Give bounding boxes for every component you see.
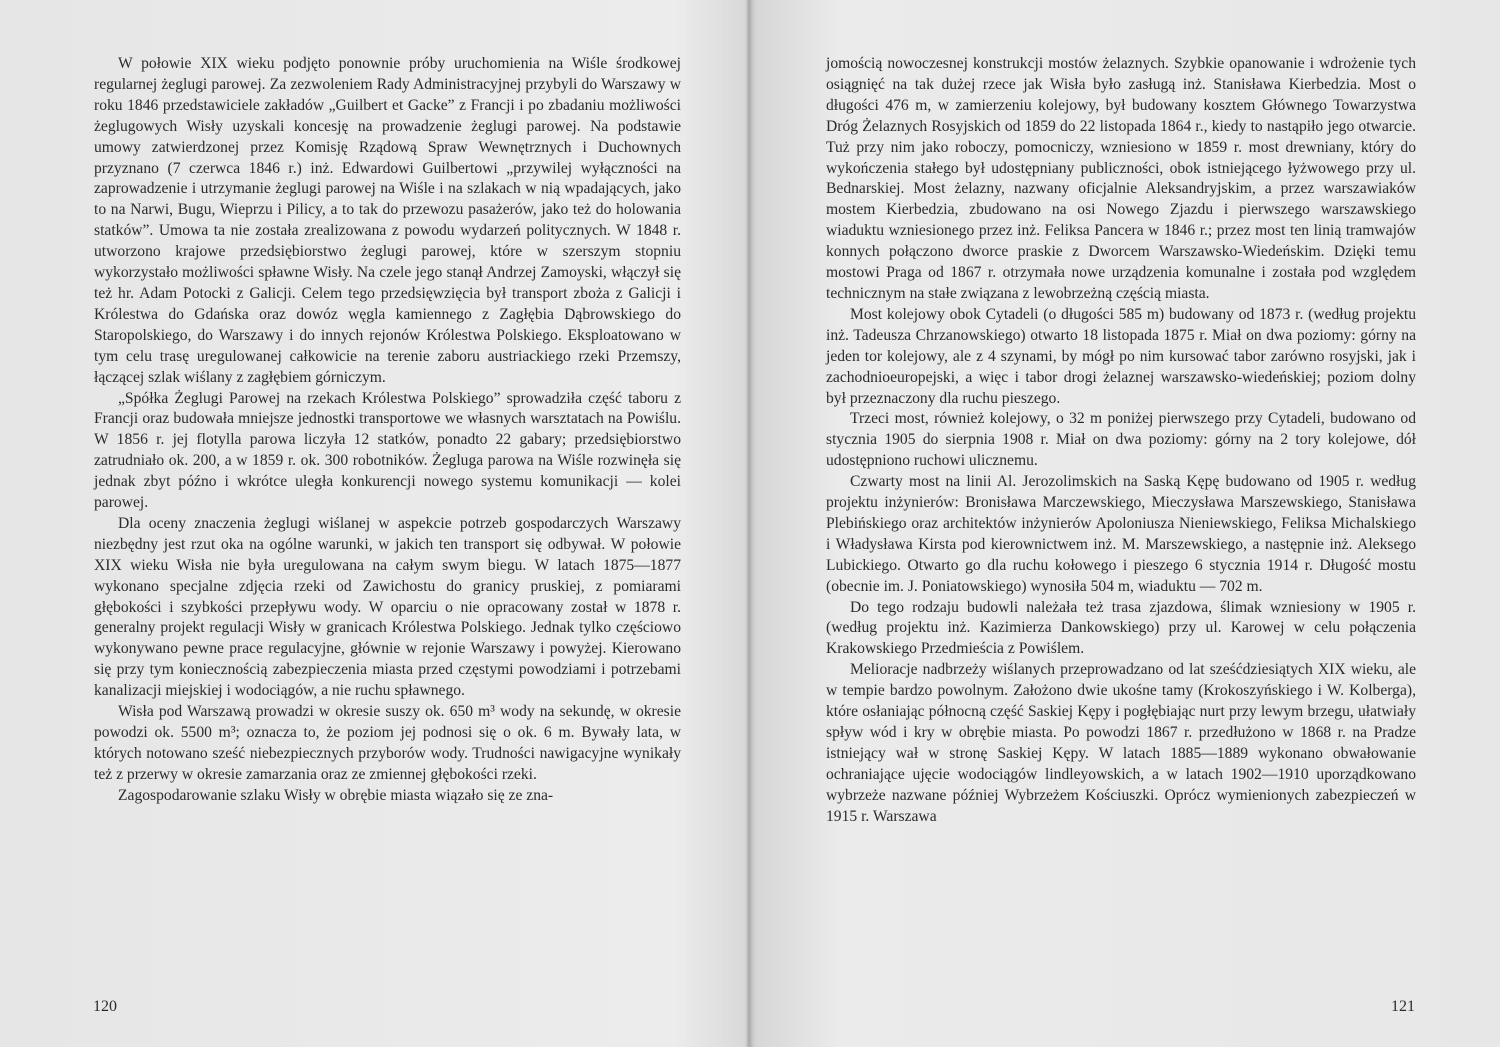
right-paragraph-1: Most kolejowy obok Cytadeli (o długości 585 m) budowany od 1873 r. (według projektu inż. Tadeusza Chrzanowskiego) otwarto 18 listopada 1875 r. Miał on dwa poziomy: górny na jeden tor kolejowy, ale z 4 szynami, by mógł po nim kursować tabor zarówno rosyjski, jak i zachodnioeuropejski, a więc i tabor drogi żelaznej warszawsko-wiedeńskiej; poziom dolny był przeznaczony dla ruchu pieszego.	[826, 305, 1416, 407]
right-paragraph-2: Trzeci most, również kolejowy, o 32 m poniżej pierwszego przy Cytadeli, budowano od stycznia 1905 do sierpnia 1908 r. Miał on dwa poziomy: górny na 2 tory kolejowe, dół udostępniono ruchowi ulicznemu.	[826, 410, 1416, 470]
left-paragraph-3: Dla oceny znaczenia żeglugi wiślanej w aspekcie potrzeb gospodarczych Warszawy niezbędny jest rzut oka na ogólne warunki, w jakich ten transport się odbywał. W połowie XIX wieku Wisła nie była uregulowana na całym swym biegu. W latach 1875—1877 wykonano specjalne zdjęcia rzeki od Zawichostu do granicy pruskiej, z pomiarami głębokości i szybkości przepływu wody. W oparciu o nie opracowany został w 1878 r. generalny projekt regulacji Wisły w granicach Królestwa Polskiego. Jednak tylko częściowo wykonywano pewne prace regulacyjne, głównie w rejonie Warszawy i powyżej. Kierowano się przy tym koniecznością zabezpieczenia miasta przed częstymi powodziami i potrzebami kanalizacji miejskiej i wodociągów, a nie ruchu spławnego.	[94, 514, 681, 700]
left-page-text	[94, 54, 681, 807]
right-paragraph-3: Czwarty most na linii Al. Jerozolimskich na Saską Kępę budowano od 1905 r. według projektu inżynierów: Bronisława Marczewskiego, Mieczysława Marszewskiego, Stanisława Plebińskiego oraz architektów inżynierów Apoloniusza Nieniewskiego, Feliksa Michalskiego i Władysława Kirsta pod kierownictwem inż. M. Marszewskiego, a następnie inż. Aleksego Lubickiego. Otwarto go dla ruchu kołowego i pieszego 6 stycznia 1914 r. Długość mostu (obecnie im. J. Poniatowskiego) wynosiła 504 m, wiaduktu — 702 m.	[826, 473, 1416, 595]
right-page-text	[826, 54, 1416, 828]
right-paragraph-4: Do tego rodzaju budowli należała też trasa zjazdowa, ślimak wzniesiony w 1905 r. (według projektu inż. Kazimierza Dankowskiego) przy ul. Karowej w celu połączenia Krakowskiego Przedmieścia z Powiślem.	[826, 598, 1416, 658]
left-paragraph-1: W połowie XIX wieku podjęto ponownie próby uruchomienia na Wiśle środkowej regularnej żeglugi parowej. Za zezwoleniem Rady Administracyjnej przybyli do Warszawy w roku 1846 przedstawiciele zakładów „Guilbert et Gacke” z Francji i po zbadaniu możliwości żeglugowych Wisły uzyskali koncesję na prowadzenie żeglugi parowej. Na podstawie umowy zatwierdzonej przez Komisję Rządową Spraw Wewnętrznych i Duchownych przyznano (7 czerwca 1846 r.) inż. Edwardowi Guilbertowi „przywilej wyłączności na zaprowadzenie i utrzymanie żeglugi parowej na Wiśle i na szlakach w nią wpadających, jako to na Narwi, Bugu, Wieprzu i Pilicy, a to tak do przewozu pasażerów, jako też do holowania statków”. Umowa ta nie została zrealizowana z powodu wydarzeń politycznych. W 1848 r. utworzono krajowe przedsiębiorstwo żeglugi parowej, które w szerszym stopniu wykorzystało możliwości spławne Wisły. Na czele jego stanął Andrzej Zamoyski, włączył się też hr. Adam Potocki z Galicji. Celem tego przedsięwzięcia był transport zboża z Galicji i Królestwa do Gdańska oraz dowóz węgla kamiennego z Zagłębia Dąbrowskiego do Staropolskiego, do Warszawy i do innych rejonów Królestwa Polskiego. Eksploatowano w tym celu trasę uregulowanej całkowicie na terenie zaboru austriackiego rzeki Przemszy, łączącej szlak wiślany z zagłębiem górniczym.	[94, 55, 681, 386]
right-paragraph-5: Melioracje nadbrzeży wiślanych przeprowadzano od lat sześćdziesiątych XIX wieku, ale w tempie bardzo powolnym. Założono dwie ukośne tamy (Krokoszyńskiego i W. Kolberga), które osłaniając północną część Saskiej Kępy i pogłębiając nurt przy lewym brzegu, ułatwiały spływ wód i kry w obrębie miasta. Po powodzi 1867 r. przedłużono w 1868 r. na Pradze istniejący wał w stronę Saskiej Kępy. W latach 1885—1889 wykonano obwałowanie ochraniające ujęcie wodociągów lindleyowskich, a w latach 1902—1910 uporządkowano wybrzeże nazwane później Wybrzeżem Kościuszki. Oprócz wymienionych zabezpieczeń w 1915 r. Warszawa	[826, 661, 1416, 825]
right-paragraph-continuation: jomością nowoczesnej konstrukcji mostów żelaznych. Szybkie opanowanie i wdrożenie tych osiągnięć na tak dużej rzece jak Wisła było zasługą inż. Stanisława Kierbedzia. Most o długości 476 m, w zamierzeniu kolejowy, był budowany kosztem Głównego Towarzystwa Dróg Żelaznych Rosyjskich od 1859 do 22 listopada 1864 r., kiedy to nastąpiło jego otwarcie. Tuż przy nim jako roboczy, pomocniczy, wzniesiono w 1859 r. most drewniany, który do wykończenia stałego był udostępniany publiczności, obok istniejącego łyżwowego przy ul. Bednarskiej. Most żelazny, nazwany oficjalnie Aleksandryjskim, a przez warszawiaków mostem Kierbedzia, zbudowano na osi Nowego Zjazdu i pierwszego warszawskiego wiaduktu wzniesionego przez inż. Feliksa Pancera w 1846 r.; przez most ten linią tramwajów konnych połączono dworce praskie z Dworcem Warszawsko-Wiedeńskim. Dzięki temu mostowi Praga od 1867 r. otrzymała nowe urządzenia komunalne i została pod względem technicznym na stałe związana z lewobrzeżną częścią miasta.	[826, 55, 1416, 302]
left-paragraph-2: „Spółka Żeglugi Parowej na rzekach Królestwa Polskiego” sprowadziła część taboru z Francji oraz budowała mniejsze jednostki transportowe we własnych warsztatach na Powiślu. W 1856 r. jej flotylla parowa liczyła 12 statków, ponadto 22 gabary; przedsiębiorstwo zatrudniało ok. 200, a w 1859 r. ok. 300 robotników. Żegluga parowa na Wiśle rozwinęła się jednak zbyt późno i wkrótce uległa konkurencji nowego systemu komunikacji — kolei parowej.	[94, 389, 681, 512]
page-number-right: 121	[1391, 998, 1415, 1015]
page-number-left: 120	[93, 998, 117, 1015]
book-gutter	[746, 0, 752, 1047]
left-paragraph-5: Zagospodarowanie szlaku Wisły w obrębie miasta wiązało się ze zna-	[118, 786, 554, 804]
left-paragraph-4: Wisła pod Warszawą prowadzi w okresie suszy ok. 650 m³ wody na sekundę, w okresie powodzi ok. 5500 m³; oznacza to, że poziom jej podnosi się o ok. 6 m. Bywały lata, w których notowano sześć niebezpiecznych przyborów wody. Trudności nawigacyjne wynikały też z przerwy w okresie zamarzania oraz ze zmiennej głębokości rzeki.	[94, 703, 681, 783]
